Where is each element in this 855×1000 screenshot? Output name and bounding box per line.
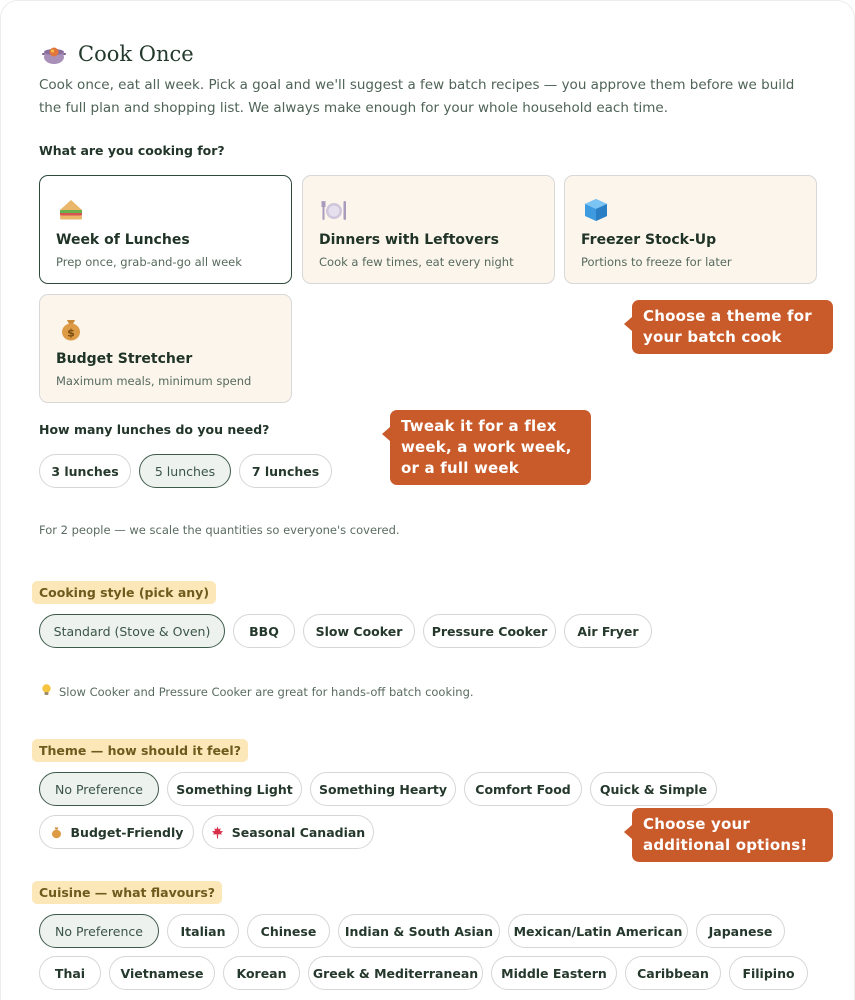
style-option-slow-cooker[interactable]: Slow Cooker: [303, 614, 415, 648]
sandwich-icon: [57, 196, 85, 224]
style-option-bbq[interactable]: BBQ: [233, 614, 295, 648]
lightbulb-icon: [40, 683, 53, 700]
svg-text:$: $: [67, 326, 75, 340]
goal-card-title: Dinners with Leftovers: [319, 232, 499, 248]
cuisine-option-greek-mediterranean[interactable]: Greek & Mediterranean: [308, 956, 483, 990]
theme-callout: Choose a theme for your batch cook: [632, 300, 833, 354]
cuisine-label: Cuisine — what flavours?: [32, 881, 222, 904]
theme-option-quick-simple[interactable]: Quick & Simple: [590, 772, 717, 806]
quantity-option-3[interactable]: 3 lunches: [39, 454, 131, 488]
theme-option-comfort-food[interactable]: Comfort Food: [464, 772, 582, 806]
cuisine-option-no-preference[interactable]: No Preference: [39, 914, 159, 948]
cuisine-option-middle-eastern[interactable]: Middle Eastern: [491, 956, 617, 990]
style-option-standard[interactable]: Standard (Stove & Oven): [39, 614, 225, 648]
cuisine-option-vietnamese[interactable]: Vietnamese: [109, 956, 215, 990]
quantity-section-label: How many lunches do you need?: [39, 422, 270, 437]
theme-option-no-preference[interactable]: No Preference: [39, 772, 159, 806]
quantity-option-7[interactable]: 7 lunches: [239, 454, 332, 488]
quantity-callout: Tweak it for a flex week, a work week, or a full week: [390, 410, 591, 485]
cuisine-option-chinese[interactable]: Chinese: [247, 914, 330, 948]
page-title: Cook Once: [78, 42, 194, 66]
cuisine-option-mexican-latin-american[interactable]: Mexican/Latin American: [508, 914, 688, 948]
money-bag-icon: [57, 315, 85, 343]
goal-section-label: What are you cooking for?: [39, 143, 225, 158]
cuisine-option-caribbean[interactable]: Caribbean: [625, 956, 721, 990]
theme-option-budget-friendly[interactable]: [39, 815, 194, 849]
plate-cutlery-icon: [320, 196, 348, 224]
goal-card-budget-stretcher[interactable]: [39, 294, 292, 403]
cuisine-option-indian-south-asian[interactable]: Indian & South Asian: [338, 914, 500, 948]
money-bag-icon: [50, 825, 64, 839]
page-header: [40, 40, 194, 68]
goal-card-subtitle: Maximum meals, minimum spend: [56, 374, 252, 388]
ice-cube-icon: [582, 196, 610, 224]
goal-card-subtitle: Portions to freeze for later: [581, 255, 732, 269]
goal-card-title: Week of Lunches: [56, 232, 190, 248]
cuisine-option-thai[interactable]: Thai: [39, 956, 101, 990]
theme-label: Theme — how should it feel?: [32, 739, 248, 762]
theme-option-label: Budget-Friendly: [70, 824, 184, 840]
cooking-pot-icon: [40, 40, 68, 68]
quantity-option-5[interactable]: 5 lunches: [139, 454, 231, 488]
cuisine-option-italian[interactable]: Italian: [167, 914, 239, 948]
style-option-air-fryer[interactable]: Air Fryer: [564, 614, 652, 648]
cuisine-option-filipino[interactable]: Filipino: [729, 956, 808, 990]
cooking-tip-text: Slow Cooker and Pressure Cooker are great for hands-off batch cooking.: [59, 684, 474, 699]
theme-option-something-light[interactable]: Something Light: [167, 772, 302, 806]
theme-option-seasonal-canadian[interactable]: [202, 815, 374, 849]
goal-card-dinners-with-leftovers[interactable]: [302, 175, 555, 284]
style-option-pressure-cooker[interactable]: Pressure Cooker: [423, 614, 556, 648]
household-note: For 2 people — we scale the quantities so everyone's covered.: [39, 523, 400, 537]
goal-card-subtitle: Cook a few times, eat every night: [319, 255, 514, 269]
goal-card-freezer-stock-up[interactable]: [564, 175, 817, 284]
goal-card-week-of-lunches[interactable]: [39, 175, 292, 284]
goal-card-subtitle: Prep once, grab-and-go all week: [56, 255, 242, 269]
cuisine-option-korean[interactable]: Korean: [223, 956, 300, 990]
cuisine-option-japanese[interactable]: Japanese: [696, 914, 785, 948]
maple-leaf-icon: [211, 825, 225, 839]
cooking-style-label: Cooking style (pick any): [32, 581, 216, 604]
cooking-tip: [40, 683, 474, 700]
theme-option-label: Seasonal Canadian: [231, 824, 366, 840]
options-callout: Choose your additional options!: [632, 808, 833, 862]
theme-option-something-hearty[interactable]: Something Hearty: [310, 772, 456, 806]
goal-card-title: Freezer Stock-Up: [581, 232, 717, 248]
intro-text: Cook once, eat all week. Pick a goal and we'll suggest a few batch recipes — you approve them before we build the full plan and shopping list. We always make enough for your whole household each time.: [39, 77, 795, 116]
goal-card-title: Budget Stretcher: [56, 351, 193, 367]
